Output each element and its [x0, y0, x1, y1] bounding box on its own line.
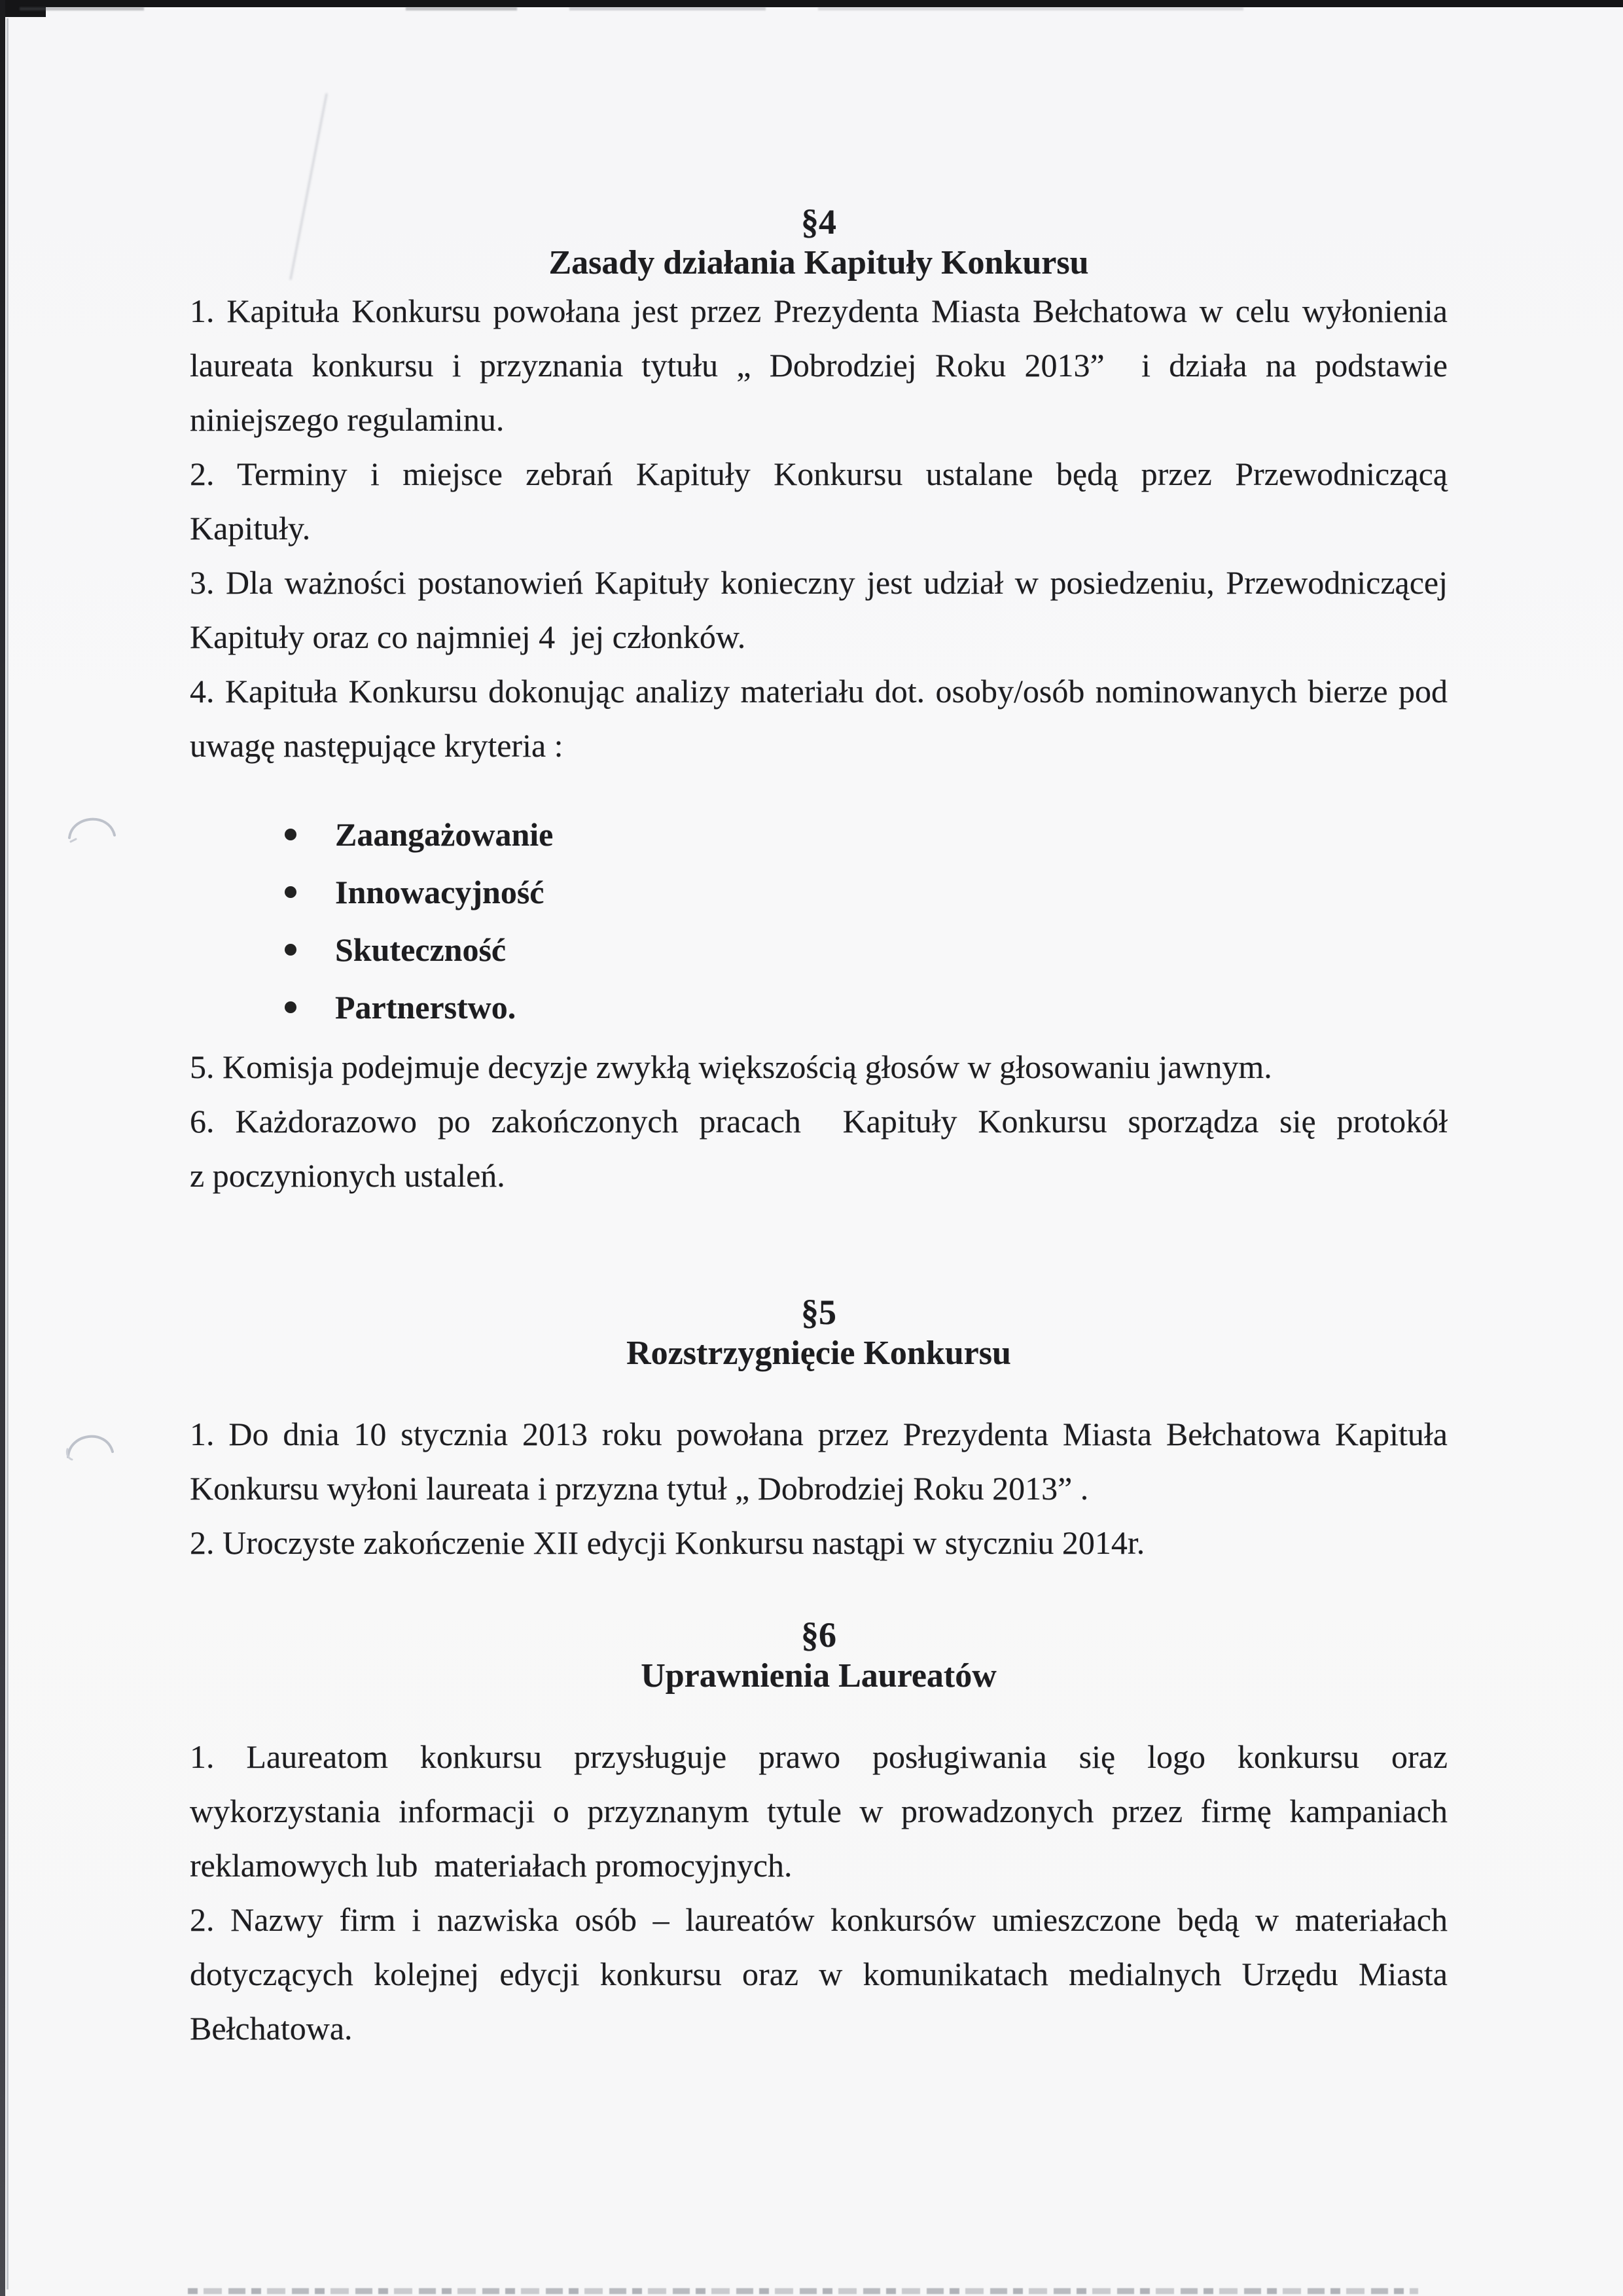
- text-line: 1. Do dnia 10 stycznia 2013 roku powołana przez Prezydenta Miasta Bełchatowa Kapituła: [190, 1416, 1448, 1452]
- text-line: 2. Uroczyste zakończenie XII edycji Konkursu nastąpi w styczniu 2014r.: [190, 1524, 1145, 1561]
- text-line: 6. Każdorazowo po zakończonych pracach Kapituły Konkursu sporządza się protokół: [190, 1103, 1448, 1139]
- text-line: 2. Nazwy firm i nazwiska osób – laureatów konkursów umieszczone będą w materiałach: [190, 1901, 1448, 1938]
- text-line: dotyczących kolejnej edycji konkursu oraz w komunikatach medialnych Urzędu Miasta: [190, 1956, 1448, 1992]
- bullet-item: [190, 921, 1448, 978]
- section-number: §5: [801, 1293, 836, 1332]
- text-line: Kapituły oraz co najmniej 4 jej członków.: [190, 619, 746, 655]
- text-line: Bełchatowa.: [190, 2010, 353, 2047]
- bullet-dot-icon: [285, 1001, 296, 1013]
- text-line: reklamowych lub materiałach promocyjnych.: [190, 1847, 793, 1884]
- section-title: Rozstrzygnięcie Konkursu: [626, 1335, 1011, 1372]
- document-content: [190, 0, 1448, 2056]
- punch-hole-mark-2: [65, 1423, 116, 1462]
- bottom-ghost-text-strip: [188, 2288, 1418, 2294]
- bullet-label: Skuteczność: [335, 931, 507, 968]
- text-line: 2. Terminy i miejsce zebrań Kapituły Konkursu ustalane będą przez Przewodniczącą: [190, 456, 1448, 492]
- section-title: Uprawnienia Laureatów: [641, 1657, 997, 1695]
- text-line: Konkursu wyłoni laureata i przyzna tytuł „ Dobrodziej Roku 2013” .: [190, 1470, 1089, 1507]
- text-line: 1. Kapituła Konkursu powołana jest przez Prezydenta Miasta Bełchatowa w celu wyłonienia: [190, 293, 1448, 329]
- bullet-label: Zaangażowanie: [335, 816, 554, 853]
- section-number: §4: [801, 202, 836, 242]
- section-number: §6: [801, 1615, 836, 1655]
- bullet-item: [190, 863, 1448, 921]
- bullet-item: [190, 978, 1448, 1036]
- text-line: niniejszego regulaminu.: [190, 401, 505, 438]
- text-line: uwagę następujące kryteria :: [190, 727, 563, 764]
- text-line: wykorzystania informacji o przyznanym tytule w prowadzonych przez firmę kampaniach: [190, 1793, 1448, 1829]
- bullet-dot-icon: [285, 829, 296, 840]
- text-line: 3. Dla ważności postanowień Kapituły konieczny jest udział w posiedzeniu, Przewodniczącej: [190, 564, 1448, 601]
- bullet-item: [190, 806, 1448, 863]
- section-title: Zasady działania Kapituły Konkursu: [548, 244, 1089, 281]
- text-line: laureata konkursu i przyznania tytułu „ Dobrodziej Roku 2013” i działa na podstawie: [190, 347, 1448, 384]
- text-line: z poczynionych ustaleń.: [190, 1157, 505, 1194]
- scan-smudge: [20, 7, 144, 10]
- scan-edge-left: [0, 0, 5, 2296]
- bullet-label: Partnerstwo.: [335, 989, 516, 1026]
- bullet-dot-icon: [285, 886, 296, 898]
- text-line: Kapituły.: [190, 510, 311, 547]
- text-line: 4. Kapituła Konkursu dokonując analizy materiału dot. osoby/osób nominowanych bierze pod: [190, 673, 1448, 709]
- bullet-dot-icon: [285, 944, 296, 956]
- bullet-label: Innowacyjność: [335, 874, 544, 910]
- text-line: 1. Laureatom konkursu przysługuje prawo posługiwania się logo konkursu oraz: [190, 1738, 1448, 1775]
- scan-edge-left-line: [7, 18, 9, 2289]
- punch-hole-mark-1: [67, 805, 118, 844]
- text-line: 5. Komisja podejmuje decyzje zwykłą większością głosów w głosowaniu jawnym.: [190, 1049, 1272, 1085]
